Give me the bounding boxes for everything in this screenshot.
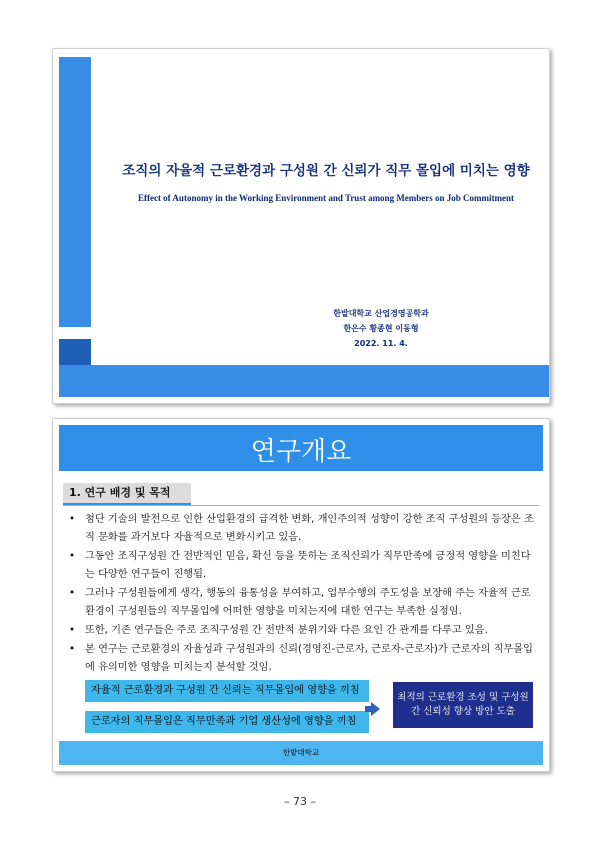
finding-box-commitment: 근로자의 직무몰입은 직무만족과 기업 생산성에 영향을 끼침 <box>85 711 369 733</box>
section-divider <box>63 505 539 506</box>
conclusion-line: 최적의 근로환경 조성 및 구성원 <box>397 692 529 703</box>
conclusion-box <box>393 682 533 728</box>
bottom-accent-corner <box>59 365 91 397</box>
slide-header-title: 연구개요 <box>250 437 352 467</box>
page-number: – 73 – <box>284 795 316 808</box>
bullet-list <box>65 511 537 678</box>
bullet-item: • 첨단 기술의 발전으로 인한 산업환경의 급격한 변화, 개인주의적 성향이 강한 조직 구성원의 등장은 조직 문화를 과거보다 자율적으로 변화시키고 있음. <box>65 511 537 547</box>
slide-footer: 한밭대학교 <box>59 741 543 765</box>
affiliation: 한밭대학교 산업경영공학과 <box>333 309 429 318</box>
presentation-date: 2022. 11. 4. <box>354 339 408 348</box>
left-accent-bar <box>59 57 91 327</box>
slide-title: 조직의 자율적 근로환경과 구성원 간 신뢰가 직무 몰입에 미치는 영향 <box>122 163 530 179</box>
conclusion-line: 간 신뢰성 향상 방안 도출 <box>411 706 515 717</box>
section-title: 1. 연구 배경 및 목적 <box>63 483 191 505</box>
bullet-item: • 그러나 구성원들에게 생각, 행동의 융통성을 부여하고, 업무수행의 주도성을 보장해 주는 자율적 근로환경이 구성원들의 직무몰입에 어떠한 영향을 미치는지에 대한 연구는 부족한 실정임. <box>65 585 537 621</box>
slide-header <box>59 425 543 471</box>
bottom-accent-bar <box>91 365 549 397</box>
left-accent-block <box>59 339 91 365</box>
bullet-item: • 본 연구는 근로환경의 자율성과 구성원과의 신뢰(경영진-근로자, 근로자-근로자)가 근로자의 직무몰입에 유의미한 영향을 미치는지 분석할 것임. <box>65 641 537 677</box>
slide-subtitle: Effect of Autonomy in the Working Environment and Trust among Members on Job Commitment <box>137 193 515 203</box>
overview-slide <box>52 418 550 772</box>
authors: 한은수 황종현 이동형 <box>343 324 419 333</box>
finding-box-trust: 자율적 근로환경과 구성원 간 신뢰는 직무몰입에 영향을 끼침 <box>85 680 369 702</box>
title-slide <box>52 48 550 404</box>
bullet-item: • 그동안 조직구성원 간 전반적인 믿음, 확신 등을 뜻하는 조직신뢰가 직무만족에 긍정적 영향을 미친다는 다양한 연구들이 진행됨. <box>65 548 537 584</box>
arrow-right-icon <box>371 702 380 716</box>
bullet-item: • 또한, 기존 연구들은 주로 조직구성원 간 전반적 분위기와 다른 요인 간 관계를 다루고 있음. <box>65 622 537 640</box>
